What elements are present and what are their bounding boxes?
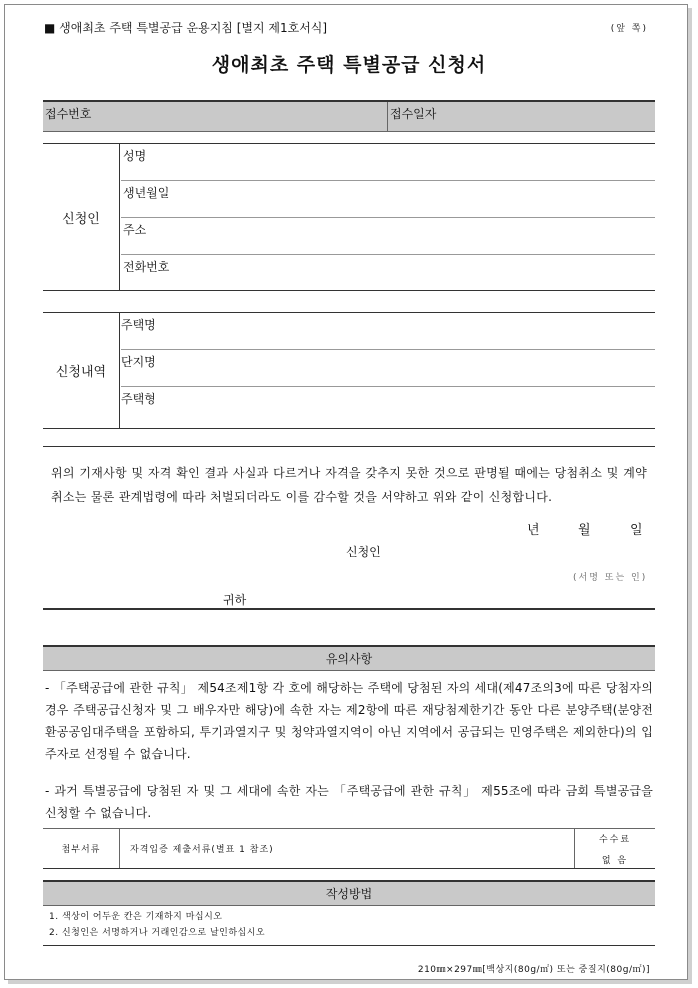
receipt-date-label: 접수일자 [390, 107, 437, 121]
receipt-row [43, 100, 655, 132]
housing-name-field[interactable]: 주택명 [121, 313, 655, 350]
address-field[interactable]: 주소 [121, 218, 655, 255]
housing-type-field[interactable]: 주택형 [121, 392, 156, 406]
day-label: 일 [630, 523, 643, 538]
paper-spec: 210㎜×297㎜[백상지(80g/㎡) 또는 중질지(80g/㎡)] [417, 965, 650, 975]
complex-name-field[interactable]: 단지명 [121, 350, 655, 387]
fee-value: 없 음 [601, 855, 629, 866]
fee-cell [575, 829, 655, 868]
page-side: (앞 쪽) [610, 24, 648, 34]
fee-label: 수수료 [598, 834, 632, 845]
application-section [43, 312, 655, 429]
birthdate-field[interactable]: 생년월일 [121, 181, 655, 218]
notes-title: 유의사항 [43, 645, 655, 671]
signer-label: 신청인 [346, 545, 381, 559]
method-title: 작성방법 [43, 880, 655, 906]
applicant-section [43, 143, 655, 291]
declaration-section [43, 446, 655, 610]
year-label: 년 [527, 523, 540, 538]
method-item: 2. 신청인은 서명하거나 거래인감으로 날인하십시오 [49, 928, 266, 938]
phone-field[interactable]: 전화번호 [123, 260, 170, 274]
attachments-row [43, 828, 655, 869]
month-label: 월 [578, 523, 591, 538]
attachments-label: 첨부서류 [43, 829, 120, 868]
application-label: 신청내역 [43, 313, 120, 428]
applicant-label: 신청인 [43, 144, 120, 290]
method-item: 1. 색상이 어두운 칸은 기재하지 마십시오 [49, 912, 223, 922]
name-field[interactable]: 성명 [121, 144, 655, 181]
declaration-text: 위의 기재사항 및 자격 확인 결과 사실과 다르거나 자격을 갖추지 못한 것으로 판명될 때에는 당첨취소 및 계약취소는 물론 관계법령에 따라 처벌되더라도 이를 감수할 것을 서약하고 위와 같이 신청합니다. [51, 466, 647, 504]
attachments-value: 자격입증 제출서류(별표 1 참조) [120, 829, 575, 868]
method-list [43, 906, 655, 946]
note-item: - 과거 특별공급에 당첨된 자 및 그 세대에 속한 자는 「주택공급에 관한 규칙」 제55조에 따라 금회 특별공급을 신청할 수 없습니다. [45, 784, 653, 820]
signature-hint: (서명 또는 인) [573, 573, 648, 583]
form-reference: ■ 생애최초 주택 특별공급 운용지침 [별지 제1호서식] [44, 21, 328, 35]
receipt-number-label: 접수번호 [43, 102, 388, 131]
page-title: 생애최초 주택 특별공급 신청서 [211, 54, 487, 76]
note-item: - 「주택공급에 관한 규칙」 제54조제1항 각 호에 해당하는 주택에 당첨된 자의 세대(제47조의3에 따른 당첨자의 경우 주택공급신청자 및 그 배우자만 해당)에 속한 자는 제2항에 따른 재당첨제한기간 동안 다른 분양주택(분양전환공공임대주택을 포함하되, 투기과열지구 및 청약과열지역이 아닌 지역에서 공급되는 민영주택은 제외한다)의 입주자로 선정될 수 없습니다. [45, 681, 653, 761]
recipient-label: 귀하 [223, 593, 247, 607]
